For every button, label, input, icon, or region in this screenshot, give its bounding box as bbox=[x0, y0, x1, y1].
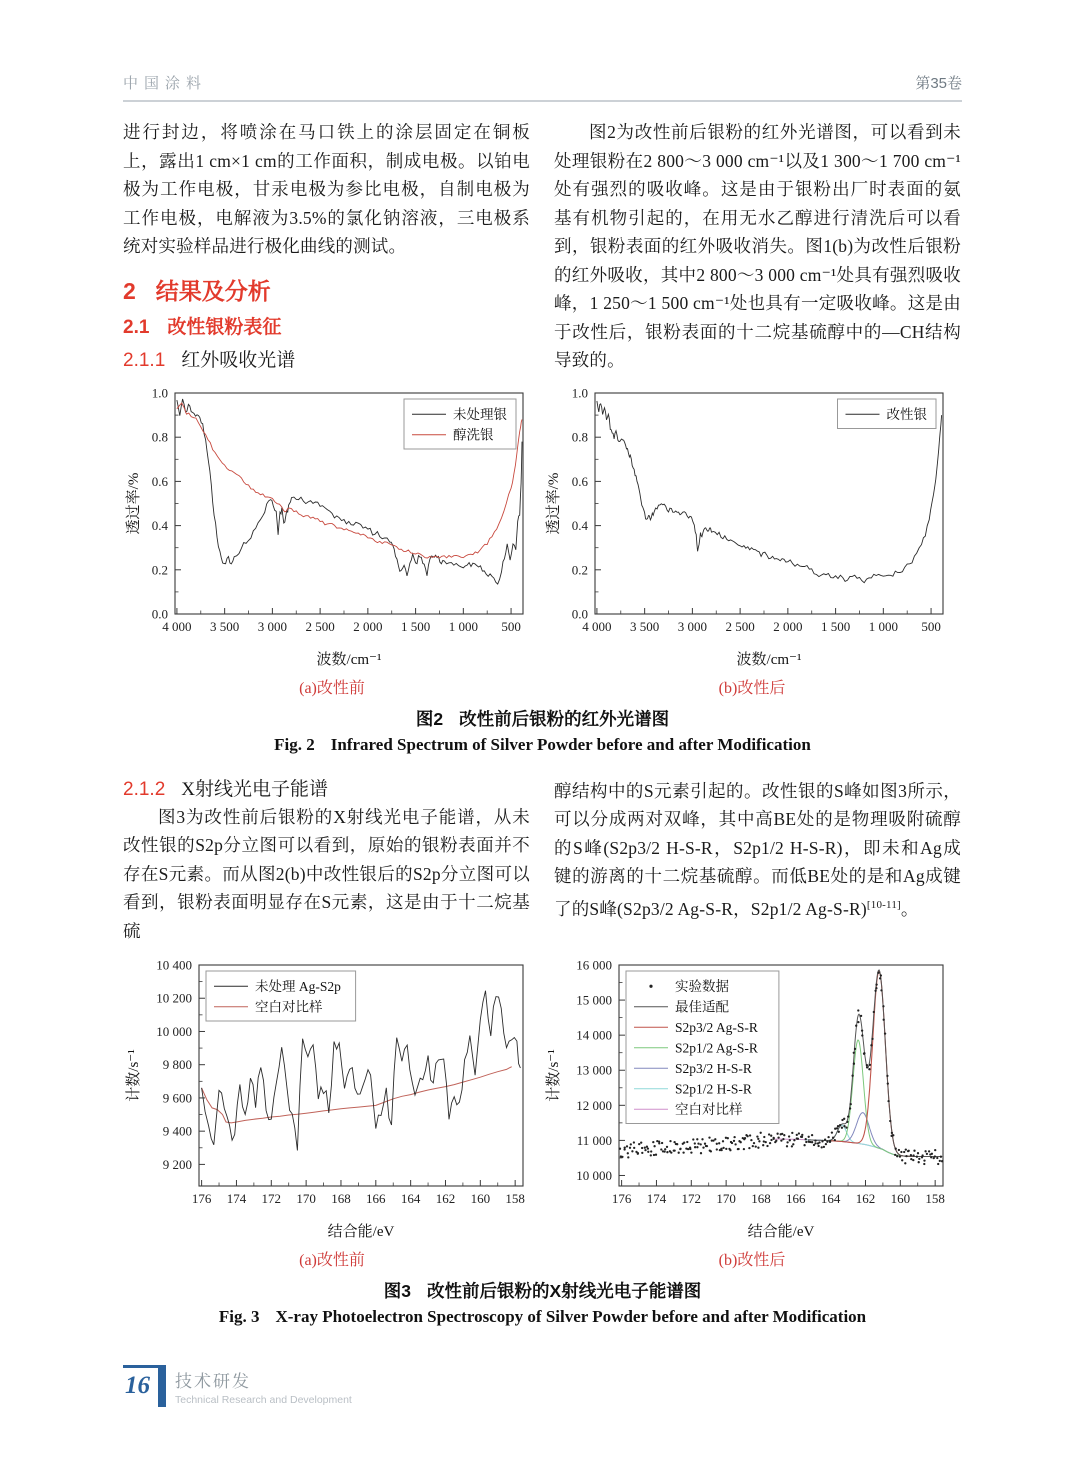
section-2-1-1-heading bbox=[123, 348, 530, 374]
section-2-1-number: 2.1 bbox=[123, 316, 150, 338]
svg-text:160: 160 bbox=[890, 1191, 911, 1206]
fig2-subcaption-b: (b)改性后 bbox=[718, 679, 786, 697]
svg-text:500: 500 bbox=[501, 618, 521, 634]
paragraph-xps-right-tail: 。 bbox=[900, 898, 919, 919]
fig3-subcaption-b: (b)改性后 bbox=[718, 1252, 786, 1269]
footer-divider-bar bbox=[158, 1367, 166, 1407]
fig2-title-en bbox=[123, 735, 962, 755]
svg-text:3 000: 3 000 bbox=[677, 618, 708, 634]
svg-text:176: 176 bbox=[611, 1191, 632, 1206]
paragraph-electrode-method: 进行封边，将喷涂在马口铁上的涂层固定在铜板上，露出1 cm×1 cm的工作面积，制成电极。以铂电极为工作电极，甘汞电极为参比电极，自制电极为工作电极，电解液为3.5%的氯化钠溶液，三电极系统对实验样品进行极化曲线的测试。 bbox=[123, 122, 530, 256]
svg-text:15 000: 15 000 bbox=[576, 992, 612, 1008]
footer-section bbox=[175, 1367, 352, 1406]
text-row-1 bbox=[123, 118, 962, 375]
svg-text:3 500: 3 500 bbox=[210, 618, 240, 634]
page-footer bbox=[123, 1365, 352, 1407]
svg-text:0.6: 0.6 bbox=[151, 473, 168, 489]
svg-text:计数/s⁻¹: 计数/s⁻¹ bbox=[126, 1049, 142, 1102]
fig3-title-en-text: X-ray Photoelectron Spectroscopy of Silver Powder before and after Modification bbox=[275, 1307, 867, 1326]
svg-text:4 000: 4 000 bbox=[582, 618, 612, 634]
fig2-title-en-number: Fig. 2 bbox=[274, 734, 315, 754]
fig3-title-en bbox=[123, 1307, 962, 1327]
svg-text:S2p1/2 Ag-S-R: S2p1/2 Ag-S-R bbox=[675, 1040, 758, 1056]
svg-text:162: 162 bbox=[855, 1191, 876, 1206]
svg-text:0.8: 0.8 bbox=[151, 429, 168, 445]
svg-text:14 000: 14 000 bbox=[576, 1027, 612, 1043]
chart-canvas bbox=[125, 955, 539, 1242]
svg-text:170: 170 bbox=[716, 1191, 736, 1206]
section-2-1-2-number: 2.1.2 bbox=[123, 778, 166, 800]
svg-text:0.4: 0.4 bbox=[151, 517, 168, 533]
figure-3-subcaptions bbox=[125, 1247, 962, 1270]
left-column-2 bbox=[123, 777, 530, 946]
svg-text:176: 176 bbox=[191, 1191, 212, 1206]
svg-text:波数/cm⁻¹: 波数/cm⁻¹ bbox=[316, 651, 382, 668]
fig2-title-cn-text: 改性前后银粉的红外光谱图 bbox=[459, 708, 670, 729]
svg-text:164: 164 bbox=[820, 1191, 841, 1206]
header-rule bbox=[123, 100, 962, 102]
svg-text:16 000: 16 000 bbox=[576, 957, 612, 973]
svg-text:2 000: 2 000 bbox=[353, 618, 383, 634]
svg-text:2 000: 2 000 bbox=[773, 618, 803, 634]
fig3-chart-before bbox=[125, 955, 539, 1242]
svg-text:168: 168 bbox=[751, 1191, 771, 1206]
figure-2-charts bbox=[125, 383, 962, 670]
svg-text:结合能/eV: 结合能/eV bbox=[327, 1224, 395, 1240]
section-2-label: 结果及分析 bbox=[155, 277, 271, 304]
svg-text:1.0: 1.0 bbox=[151, 385, 168, 400]
svg-text:172: 172 bbox=[261, 1191, 282, 1206]
svg-text:168: 168 bbox=[331, 1191, 351, 1206]
svg-text:11 000: 11 000 bbox=[576, 1132, 612, 1148]
figure-2-subcaptions bbox=[125, 675, 962, 698]
svg-text:改性银: 改性银 bbox=[886, 406, 927, 422]
left-column-1 bbox=[123, 118, 530, 375]
fig2-chart-after bbox=[545, 383, 959, 670]
svg-text:1 000: 1 000 bbox=[448, 618, 478, 634]
svg-text:未处理银: 未处理银 bbox=[453, 406, 507, 422]
section-2-1-2-heading bbox=[123, 777, 530, 803]
svg-text:3 000: 3 000 bbox=[257, 618, 288, 634]
section-2-1-heading bbox=[123, 315, 530, 341]
fig3-title-cn bbox=[123, 1278, 962, 1303]
page-number-block bbox=[123, 1365, 166, 1407]
svg-text:空白对比样: 空白对比样 bbox=[675, 1101, 743, 1117]
paragraph-xps-right bbox=[554, 777, 961, 923]
svg-text:空白对比样: 空白对比样 bbox=[255, 999, 323, 1015]
svg-text:1 000: 1 000 bbox=[868, 618, 898, 634]
svg-text:0.4: 0.4 bbox=[571, 517, 588, 533]
svg-text:结合能/eV: 结合能/eV bbox=[747, 1224, 815, 1240]
svg-text:0.6: 0.6 bbox=[571, 473, 588, 489]
svg-text:10 200: 10 200 bbox=[156, 990, 192, 1006]
chart-canvas bbox=[545, 383, 959, 670]
section-2-number: 2 bbox=[123, 277, 136, 304]
svg-text:174: 174 bbox=[226, 1191, 247, 1206]
svg-text:166: 166 bbox=[366, 1191, 386, 1206]
text-row-2 bbox=[123, 777, 962, 946]
svg-text:0.0: 0.0 bbox=[151, 606, 168, 621]
reference-superscript: [10-11] bbox=[866, 898, 901, 911]
fig3-title-en-number: Fig. 3 bbox=[218, 1307, 260, 1326]
fig3-subcaption-a: (a)改性前 bbox=[299, 1252, 365, 1269]
svg-text:500: 500 bbox=[921, 618, 941, 634]
right-column-1 bbox=[554, 118, 961, 375]
footer-section-en: Technical Research and Development bbox=[175, 1394, 352, 1406]
svg-text:计数/s⁻¹: 计数/s⁻¹ bbox=[546, 1049, 562, 1102]
svg-text:1.0: 1.0 bbox=[571, 385, 588, 400]
paragraph-xps-right-main: 醇结构中的S元素引起的。改性银的S峰如图3所示，可以分成两对双峰，其中高BE处的是物理吸附硫醇的S峰(S2p3/2 H-S-R，S2p1/2 H-S-R)，即未和Ag成键的游离的十二烷基硫醇。而低BE处的是和Ag成键了的S峰(S2p3/2 Ag-S-R，S2p1/2 Ag-S-R) bbox=[554, 780, 961, 919]
svg-text:1 500: 1 500 bbox=[820, 618, 851, 634]
svg-text:2 500: 2 500 bbox=[725, 618, 755, 634]
section-2-1-1-label: 红外吸收光谱 bbox=[181, 349, 296, 371]
svg-text:9 600: 9 600 bbox=[162, 1090, 192, 1106]
svg-text:0.8: 0.8 bbox=[571, 429, 588, 445]
svg-text:实验数据: 实验数据 bbox=[675, 978, 729, 994]
fig2-title-cn bbox=[123, 706, 962, 731]
svg-text:164: 164 bbox=[400, 1191, 421, 1206]
svg-text:13 000: 13 000 bbox=[576, 1062, 612, 1078]
fig2-subcaption-a: (a)改性前 bbox=[299, 679, 365, 697]
svg-text:174: 174 bbox=[646, 1191, 667, 1206]
volume-label: 第35卷 bbox=[915, 75, 962, 92]
fig2-chart-before bbox=[125, 383, 539, 670]
figure-3-charts bbox=[125, 955, 962, 1242]
svg-text:10 000: 10 000 bbox=[156, 1023, 192, 1039]
figure-2 bbox=[123, 383, 962, 755]
chart-canvas bbox=[125, 383, 539, 670]
svg-text:4 000: 4 000 bbox=[162, 618, 192, 634]
svg-text:1 500: 1 500 bbox=[400, 618, 431, 634]
page-header bbox=[123, 72, 962, 93]
fig2-title-en-text: Infrared Spectrum of Silver Powder before and after Modification bbox=[330, 734, 811, 754]
svg-text:2 500: 2 500 bbox=[305, 618, 335, 634]
section-2-1-1-number: 2.1.1 bbox=[123, 349, 166, 371]
svg-text:0.2: 0.2 bbox=[151, 561, 168, 577]
section-2-1-2-label: X射线光电子能谱 bbox=[181, 778, 328, 800]
footer-section-cn: 技术研发 bbox=[175, 1372, 251, 1391]
section-2-1-label: 改性银粉表征 bbox=[167, 316, 282, 338]
svg-text:透过率/%: 透过率/% bbox=[546, 472, 562, 534]
svg-text:S2p3/2 Ag-S-R: S2p3/2 Ag-S-R bbox=[675, 1019, 758, 1035]
svg-text:158: 158 bbox=[505, 1191, 525, 1206]
svg-text:172: 172 bbox=[681, 1191, 702, 1206]
svg-text:波数/cm⁻¹: 波数/cm⁻¹ bbox=[736, 651, 802, 668]
svg-text:160: 160 bbox=[470, 1191, 491, 1206]
svg-text:0.2: 0.2 bbox=[571, 561, 588, 577]
page-number: 16 bbox=[125, 1372, 150, 1399]
paragraph-ir-discussion: 图2为改性前后银粉的红外光谱图，可以看到未处理银粉在2 800～3 000 cm⁻¹以及1 300～1 700 cm⁻¹处有强烈的吸收峰。这是由于银粉出厂时表面的氨基有机物引起的，在用无水乙醇进行清洗后可以看到，银粉表面的红外吸收消失。图1(b)为改性后银粉的红外吸收，其中2 800～3 000 cm⁻¹处具有强烈吸收峰，1 250～1 500 cm⁻¹处也具有一定吸收峰。这是由于改性后，银粉表面的十二烷基硫醇中的—CH结构导致的。 bbox=[554, 122, 961, 370]
svg-text:12 000: 12 000 bbox=[576, 1097, 612, 1113]
fig3-title-cn-text: 改性前后银粉的X射线光电子能谱图 bbox=[427, 1281, 702, 1301]
fig3-chart-after bbox=[545, 955, 959, 1242]
fig3-title-cn-number: 图3 bbox=[383, 1281, 412, 1301]
svg-text:10 000: 10 000 bbox=[576, 1167, 612, 1183]
svg-text:166: 166 bbox=[786, 1191, 806, 1206]
paragraph-xps-left: 图3为改性前后银粉的X射线光电子能谱，从未改性银的S2p分立图可以看到，原始的银粉表面并不存在S元素。而从图2(b)中改性银后的S2p分立图可以看到，银粉表面明显存在S元素，这是由于十二烷基硫 bbox=[123, 806, 530, 941]
svg-text:9 800: 9 800 bbox=[162, 1057, 192, 1073]
svg-text:158: 158 bbox=[925, 1191, 945, 1206]
svg-text:10 400: 10 400 bbox=[156, 957, 192, 973]
fig2-title-cn-number: 图2 bbox=[415, 708, 444, 729]
svg-text:醇洗银: 醇洗银 bbox=[453, 426, 494, 442]
right-column-2 bbox=[554, 777, 961, 946]
svg-text:0.0: 0.0 bbox=[571, 606, 588, 621]
section-2-heading bbox=[123, 276, 530, 306]
svg-text:3 500: 3 500 bbox=[630, 618, 660, 634]
chart-canvas bbox=[545, 955, 959, 1242]
journal-name: 中国涂料 bbox=[123, 75, 208, 92]
svg-text:170: 170 bbox=[296, 1191, 316, 1206]
svg-text:162: 162 bbox=[435, 1191, 456, 1206]
svg-text:最佳适配: 最佳适配 bbox=[675, 999, 729, 1015]
figure-3 bbox=[123, 955, 962, 1327]
svg-text:未处理 Ag-S2p: 未处理 Ag-S2p bbox=[255, 978, 341, 994]
svg-text:9 200: 9 200 bbox=[162, 1156, 192, 1172]
svg-text:透过率/%: 透过率/% bbox=[126, 472, 142, 534]
svg-text:9 400: 9 400 bbox=[162, 1123, 192, 1139]
svg-text:S2p1/2 H-S-R: S2p1/2 H-S-R bbox=[675, 1081, 752, 1097]
svg-text:S2p3/2 H-S-R: S2p3/2 H-S-R bbox=[675, 1060, 752, 1076]
